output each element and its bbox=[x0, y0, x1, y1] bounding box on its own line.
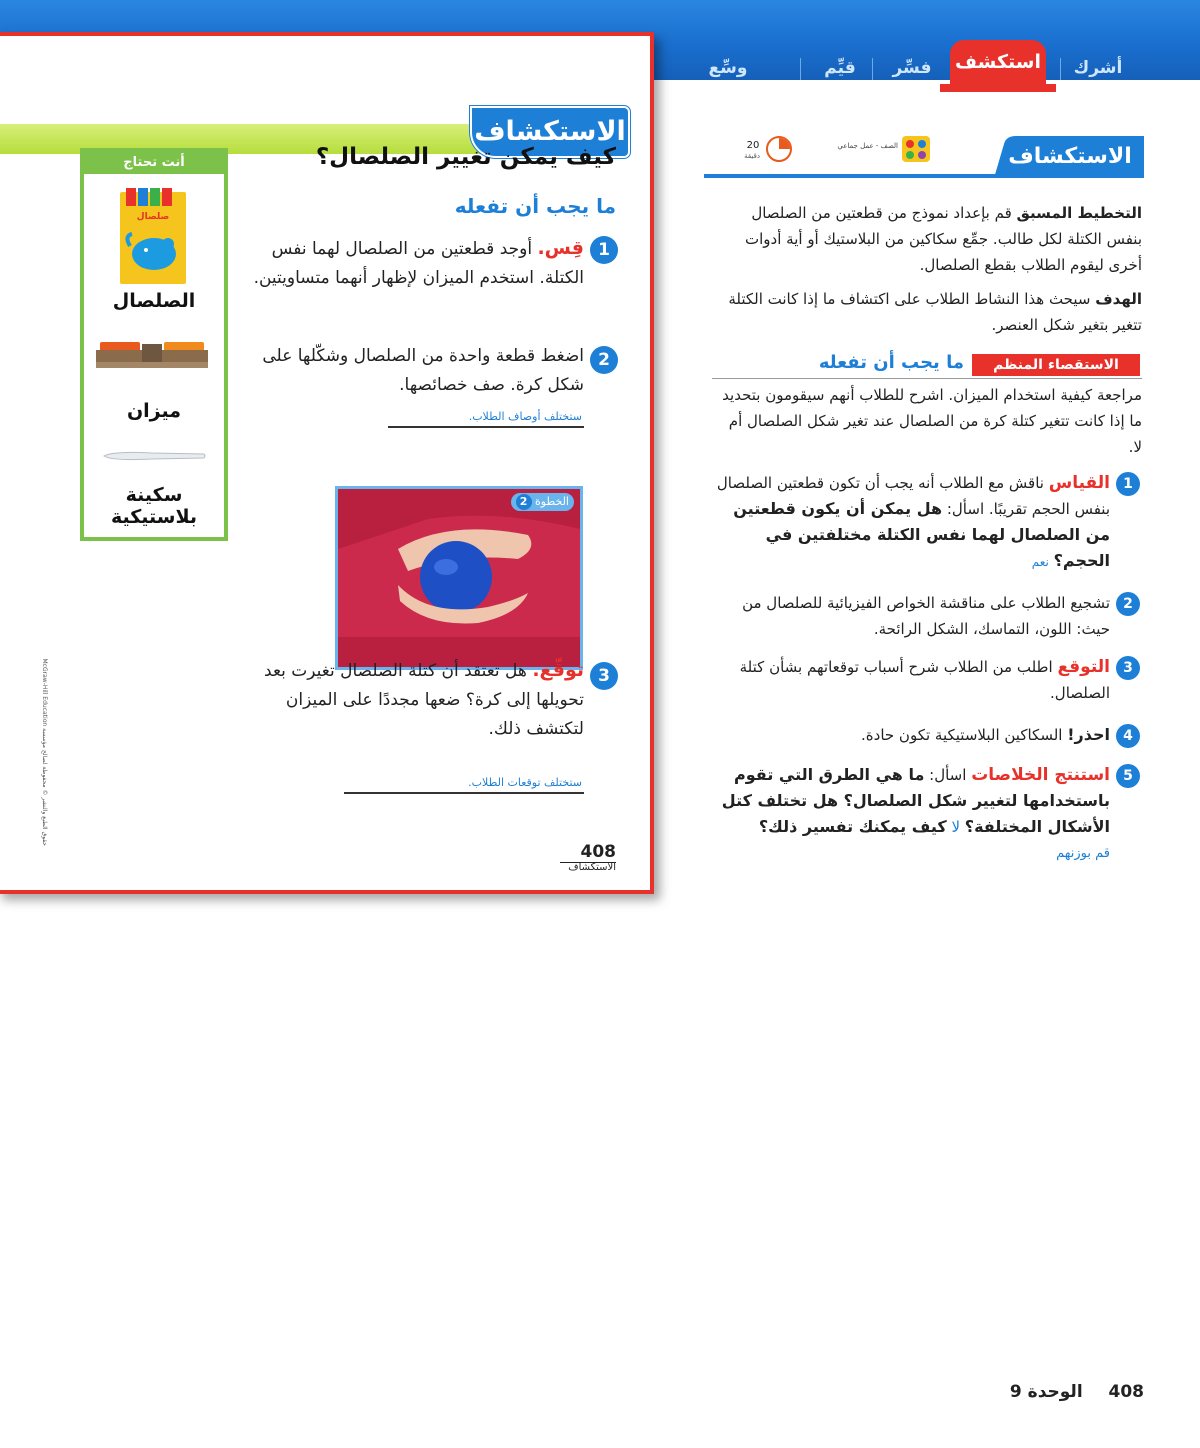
teacher-step-number-1: 1 bbox=[1116, 472, 1140, 496]
clay-box-text: صلصال bbox=[136, 212, 170, 222]
photo-caption-label: الخطوة bbox=[535, 495, 569, 508]
time-unit: دقيقة bbox=[744, 152, 760, 160]
step-2-text: اضغط قطعة واحدة من الصلصال وشكّلها على شكل كرة. صف خصائصها. bbox=[262, 346, 584, 395]
teacher-step-1-answer: نعم bbox=[1031, 555, 1049, 569]
teacher-step-1-question: هل يمكن أن يكون قطعتين من الصلصال لهما نفس الكتلة مختلفتين في الحجم؟ bbox=[733, 499, 1110, 570]
inquiry-text: مراجعة كيفية استخدام الميزان. اشرح للطلاب أنهم سيقومون بتحديد ما إذا كانت تتغير كتلة كرة من الصلصال عند تغير شكل الصلصال أم لا. bbox=[722, 386, 1142, 456]
goal-block bbox=[712, 286, 1142, 338]
teacher-step-1 bbox=[712, 470, 1110, 575]
clock-icon bbox=[766, 136, 792, 162]
explore-badge: الاستكشاف bbox=[470, 106, 630, 158]
planning-label: التخطيط المسبق bbox=[1016, 204, 1142, 222]
what-to-do-heading: ما يجب أن تفعله bbox=[454, 194, 616, 218]
material-clay: الصلصال bbox=[112, 290, 196, 312]
clay-ball-photo bbox=[335, 486, 583, 670]
step-number-1: 1 bbox=[590, 236, 618, 264]
step-3-keyword: توقّع. bbox=[532, 659, 584, 681]
step-1 bbox=[250, 234, 584, 293]
divider bbox=[712, 378, 1142, 379]
group-label: الصف - عمل جماعي bbox=[837, 142, 898, 150]
teacher-step-number-2: 2 bbox=[1116, 592, 1140, 616]
teacher-step-2: تشجيع الطلاب على مناقشة الخواص الفيزيائية للصلصال من حيث: اللون، التماسك، الشكل الرائحة. bbox=[742, 594, 1110, 638]
step-2-answer: ستختلف أوصاف الطلاب. bbox=[468, 410, 582, 423]
teacher-step-4-text: السكاكين البلاستيكية تكون حادة. bbox=[861, 726, 1063, 744]
teacher-footer-unit: الوحدة 9 bbox=[1009, 1382, 1083, 1402]
balance-icon bbox=[96, 336, 208, 376]
step-3-answer: ستختلف توقعات الطلاب. bbox=[468, 776, 582, 789]
photo-step-number: 2 bbox=[516, 494, 532, 510]
teacher-step-5-answer: لا bbox=[951, 818, 960, 836]
teacher-step-4 bbox=[712, 722, 1110, 748]
clay-box-icon bbox=[120, 188, 186, 284]
teacher-step-5-label: استنتج الخلاصات bbox=[971, 765, 1110, 785]
teacher-step-1-label: القياس bbox=[1048, 473, 1110, 493]
teacher-step-4-warning: احذر! bbox=[1067, 725, 1110, 744]
material-balance: ميزان bbox=[126, 400, 182, 422]
teacher-footer-page: 408 bbox=[1108, 1382, 1144, 1402]
step-number-2: 2 bbox=[590, 346, 618, 374]
materials-box bbox=[80, 148, 228, 541]
step-number-3: 3 bbox=[590, 662, 618, 690]
answer-line bbox=[344, 792, 584, 794]
planning-text: قم بإعداد نموذج من قطعتين من الصلصال بنفس الكتلة لكل طالب. جمِّع سكاكين من البلاستيك أو أية أدوات أخرى ليقوم الطلاب بقطع الصلصال. bbox=[745, 204, 1142, 274]
tab-divider bbox=[800, 58, 801, 80]
tab-evaluate[interactable]: قيِّم bbox=[824, 58, 856, 78]
teacher-step-5-question: ما هي الطرق التي تقوم باستخدامها لتغيير شكل الصلصال؟ هل تختلف كتل الأشكال المختلفة؟ bbox=[721, 765, 1110, 836]
teacher-step-5-text: اسأل: bbox=[929, 766, 967, 784]
teacher-header bbox=[704, 130, 1144, 182]
teacher-badge: الاستكشاف bbox=[1008, 144, 1132, 169]
tab-extend[interactable]: وسِّع bbox=[708, 58, 748, 78]
copyright-vertical bbox=[36, 626, 50, 846]
materials-title: أنت تحتاج bbox=[84, 152, 224, 174]
teacher-step-5-answer-2: قم بوزنهم bbox=[1056, 846, 1110, 861]
step-1-keyword: قِس. bbox=[537, 237, 584, 259]
teacher-step-3-label: التوقع bbox=[1057, 657, 1110, 677]
material-knife: سكينة بلاستيكية bbox=[110, 484, 198, 528]
answer-line bbox=[388, 426, 584, 428]
student-footer-label: الاستكشاف bbox=[568, 862, 616, 873]
tab-engage[interactable]: أشرك bbox=[1073, 58, 1123, 78]
structured-inquiry-tag: الاستقصاء المنظم bbox=[972, 354, 1140, 376]
tab-explore[interactable]: استكشف bbox=[950, 40, 1046, 86]
plastic-knife-icon bbox=[102, 448, 206, 464]
step-2 bbox=[250, 342, 584, 400]
tab-divider bbox=[1060, 58, 1061, 80]
step-3 bbox=[250, 656, 584, 744]
inquiry-heading: ما يجب أن تفعله bbox=[818, 352, 964, 373]
teacher-step-number-4: 4 bbox=[1116, 724, 1140, 748]
tab-divider bbox=[872, 58, 873, 80]
teacher-step-5-question-2: كيف يمكنك تفسير ذلك؟ bbox=[758, 817, 947, 836]
student-page bbox=[0, 32, 654, 894]
goal-text: سيحث هذا النشاط الطلاب على اكتشاف ما إذا كانت الكتلة تتغير بتغير شكل العنصر. bbox=[728, 290, 1142, 334]
teacher-step-number-5: 5 bbox=[1116, 764, 1140, 788]
group-icon bbox=[902, 136, 930, 162]
copyright-text: حقوق الطبع والنشر © محفوظة لصالح مؤسسة McGraw-Hill Education bbox=[41, 658, 48, 846]
goal-label: الهدف bbox=[1095, 290, 1142, 308]
step-1-text: أوجد قطعتين من الصلصال لهما نفس الكتلة. استخدم الميزان لإظهار أنهما متساويتين. bbox=[253, 239, 584, 288]
teacher-step-number-3: 3 bbox=[1116, 656, 1140, 680]
tab-explain[interactable]: فسِّر bbox=[892, 58, 932, 78]
page-title: كيف يمكن تغيير الصلصال؟ bbox=[315, 144, 616, 170]
teacher-footer bbox=[960, 1382, 1144, 1402]
teacher-step-5 bbox=[712, 762, 1110, 840]
step-3-text: هل تعتقد أن كتلة الصلصال تغيرت بعد تحويلها إلى كرة؟ ضعها مجددًا على الميزان لتكتشف ذلك. bbox=[264, 661, 584, 739]
planning-block bbox=[712, 200, 1142, 278]
teacher-step-3-text: اطلب من الطلاب شرح أسباب توقعاتهم بشأن كتلة الصلصال. bbox=[739, 658, 1110, 702]
photo-caption bbox=[511, 493, 574, 511]
teacher-step-1-text: ناقش مع الطلاب أنه يجب أن تكون قطعتين الصلصال بنفس الحجم تقريبًا. اسأل: bbox=[716, 474, 1110, 518]
time-value: 20 bbox=[746, 140, 760, 151]
student-page-number: 408 bbox=[560, 842, 616, 863]
teacher-step-3 bbox=[712, 654, 1110, 706]
